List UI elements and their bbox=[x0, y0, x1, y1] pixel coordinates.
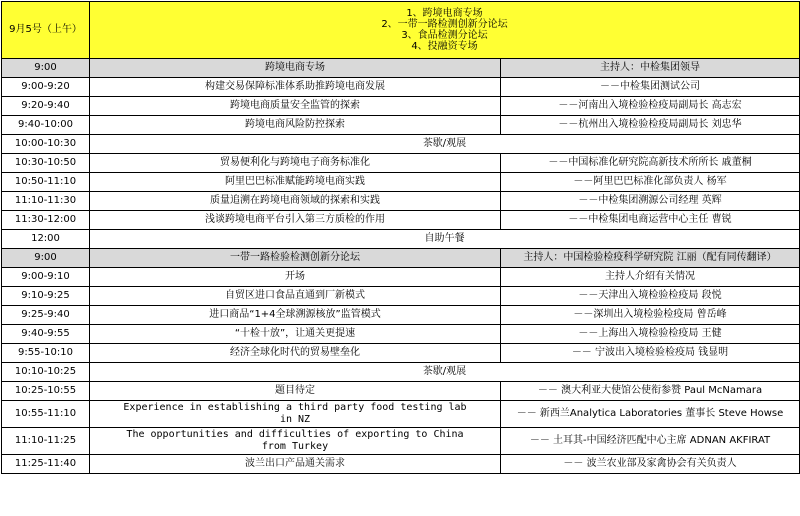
row-topic: 构建交易保障标准体系助推跨境电商发展 bbox=[90, 78, 501, 97]
row-topic: 阿里巴巴标准赋能跨境电商实践 bbox=[90, 173, 501, 192]
row-time: 12:00 bbox=[2, 230, 90, 249]
row-time: 11:10-11:30 bbox=[2, 192, 90, 211]
row-topic-line: Experience in establishing a third party food testing lab bbox=[123, 402, 467, 413]
row-topic: 开场 bbox=[90, 268, 501, 287]
table-row bbox=[2, 173, 800, 192]
break-row bbox=[2, 135, 800, 154]
row-topic: 跨境电商风险防控探索 bbox=[90, 116, 501, 135]
section-row bbox=[2, 249, 800, 268]
row-time: 11:25-11:40 bbox=[2, 455, 90, 474]
track-2: 2、一带一路检测创新分论坛 bbox=[381, 19, 508, 30]
row-time: 9:00-9:20 bbox=[2, 78, 90, 97]
row-time: 10:30-10:50 bbox=[2, 154, 90, 173]
row-time: 10:50-11:10 bbox=[2, 173, 90, 192]
row-speaker: －－ 澳大利亚大使馆公使衔参赞 Paul McNamara bbox=[501, 382, 800, 401]
row-speaker: 主持人：中国检验检疫科学研究院 江丽（配有同传翻译） bbox=[501, 249, 800, 268]
row-topic: 题目待定 bbox=[90, 382, 501, 401]
row-speaker: －－ 宁波出入境检验检疫局 钱显明 bbox=[501, 344, 800, 363]
table-row bbox=[2, 78, 800, 97]
row-time: 9:55-10:10 bbox=[2, 344, 90, 363]
row-topic bbox=[90, 428, 501, 455]
break-label: 自助午餐 bbox=[90, 230, 800, 249]
schedule-table bbox=[1, 1, 800, 474]
row-topic-line: in NZ bbox=[279, 414, 311, 425]
break-label: 茶歇/观展 bbox=[90, 135, 800, 154]
header-tracks bbox=[90, 2, 800, 59]
table-row bbox=[2, 401, 800, 428]
row-time: 9:40-9:55 bbox=[2, 325, 90, 344]
row-speaker: －－天津出入境检验检疫局 段悦 bbox=[501, 287, 800, 306]
row-speaker: －－ 土耳其-中国经济匹配中心主席 ADNAN AKFIRAT bbox=[501, 428, 800, 455]
header-row bbox=[2, 2, 800, 59]
row-time: 10:00-10:30 bbox=[2, 135, 90, 154]
row-topic: 浅谈跨境电商平台引入第三方质检的作用 bbox=[90, 211, 501, 230]
table-row bbox=[2, 154, 800, 173]
row-time: 10:25-10:55 bbox=[2, 382, 90, 401]
row-speaker: －－中国标准化研究院高新技术所所长 戚董桐 bbox=[501, 154, 800, 173]
section-row bbox=[2, 59, 800, 78]
row-time: 9:20-9:40 bbox=[2, 97, 90, 116]
track-4: 4、投融资专场 bbox=[411, 41, 478, 52]
row-speaker: －－中检集团测试公司 bbox=[501, 78, 800, 97]
table-row bbox=[2, 306, 800, 325]
row-speaker: －－ 波兰农业部及家禽协会有关负责人 bbox=[501, 455, 800, 474]
row-topic-line: from Turkey bbox=[261, 441, 329, 452]
row-speaker: 主持人：中检集团领导 bbox=[501, 59, 800, 78]
row-speaker: －－杭州出入境检验检疫局副局长 刘忠华 bbox=[501, 116, 800, 135]
row-time: 9:25-9:40 bbox=[2, 306, 90, 325]
header-date: 9月5号（上午） bbox=[2, 2, 90, 59]
table-row bbox=[2, 344, 800, 363]
row-topic: 贸易便利化与跨境电子商务标准化 bbox=[90, 154, 501, 173]
row-topic: 一带一路检验检测创新分论坛 bbox=[90, 249, 501, 268]
table-row bbox=[2, 192, 800, 211]
track-3: 3、食品检测分论坛 bbox=[401, 30, 488, 41]
row-topic: 经济全球化时代的贸易壁垒化 bbox=[90, 344, 501, 363]
row-topic-line: The opportunities and difficulties of exporting to China bbox=[126, 429, 464, 440]
table-row bbox=[2, 211, 800, 230]
table-row bbox=[2, 268, 800, 287]
row-speaker: －－上海出入境检验检疫局 王健 bbox=[501, 325, 800, 344]
break-row bbox=[2, 230, 800, 249]
row-speaker: －－中检集团电商运营中心主任 曹锐 bbox=[501, 211, 800, 230]
table-row bbox=[2, 455, 800, 474]
row-topic: 跨境电商质量安全监管的探索 bbox=[90, 97, 501, 116]
row-speaker: －－中检集团溯源公司经理 英辉 bbox=[501, 192, 800, 211]
table-row bbox=[2, 325, 800, 344]
table-row bbox=[2, 287, 800, 306]
row-time: 9:10-9:25 bbox=[2, 287, 90, 306]
row-speaker: －－深圳出入境检验检疫局 曾岳峰 bbox=[501, 306, 800, 325]
row-time: 10:55-11:10 bbox=[2, 401, 90, 428]
row-speaker: 主持人介绍有关情况 bbox=[501, 268, 800, 287]
break-label: 茶歇/观展 bbox=[90, 363, 800, 382]
row-speaker: －－阿里巴巴标准化部负责人 杨军 bbox=[501, 173, 800, 192]
table-row bbox=[2, 428, 800, 455]
row-time: 9:40-10:00 bbox=[2, 116, 90, 135]
break-row bbox=[2, 363, 800, 382]
row-topic bbox=[90, 401, 501, 428]
row-topic: 波兰出口产品通关需求 bbox=[90, 455, 501, 474]
table-row bbox=[2, 97, 800, 116]
row-speaker: －－河南出入境检验检疫局副局长 高志宏 bbox=[501, 97, 800, 116]
row-time: 11:10-11:25 bbox=[2, 428, 90, 455]
row-time: 10:10-10:25 bbox=[2, 363, 90, 382]
row-topic: “十检十放”，让通关更提速 bbox=[90, 325, 501, 344]
row-topic: 跨境电商专场 bbox=[90, 59, 501, 78]
row-speaker: －－ 新西兰Analytica Laboratories 董事长 Steve Howse bbox=[501, 401, 800, 428]
row-topic: 质量追溯在跨境电商领域的探索和实践 bbox=[90, 192, 501, 211]
row-time: 11:30-12:00 bbox=[2, 211, 90, 230]
row-topic: 自贸区进口食品直通到厂新模式 bbox=[90, 287, 501, 306]
table-row bbox=[2, 382, 800, 401]
row-time: 9:00-9:10 bbox=[2, 268, 90, 287]
row-time: 9:00 bbox=[2, 249, 90, 268]
row-topic: 进口商品“1+4全球溯源核放”监管模式 bbox=[90, 306, 501, 325]
row-time: 9:00 bbox=[2, 59, 90, 78]
table-row bbox=[2, 116, 800, 135]
track-1: 1、跨境电商专场 bbox=[406, 8, 483, 19]
